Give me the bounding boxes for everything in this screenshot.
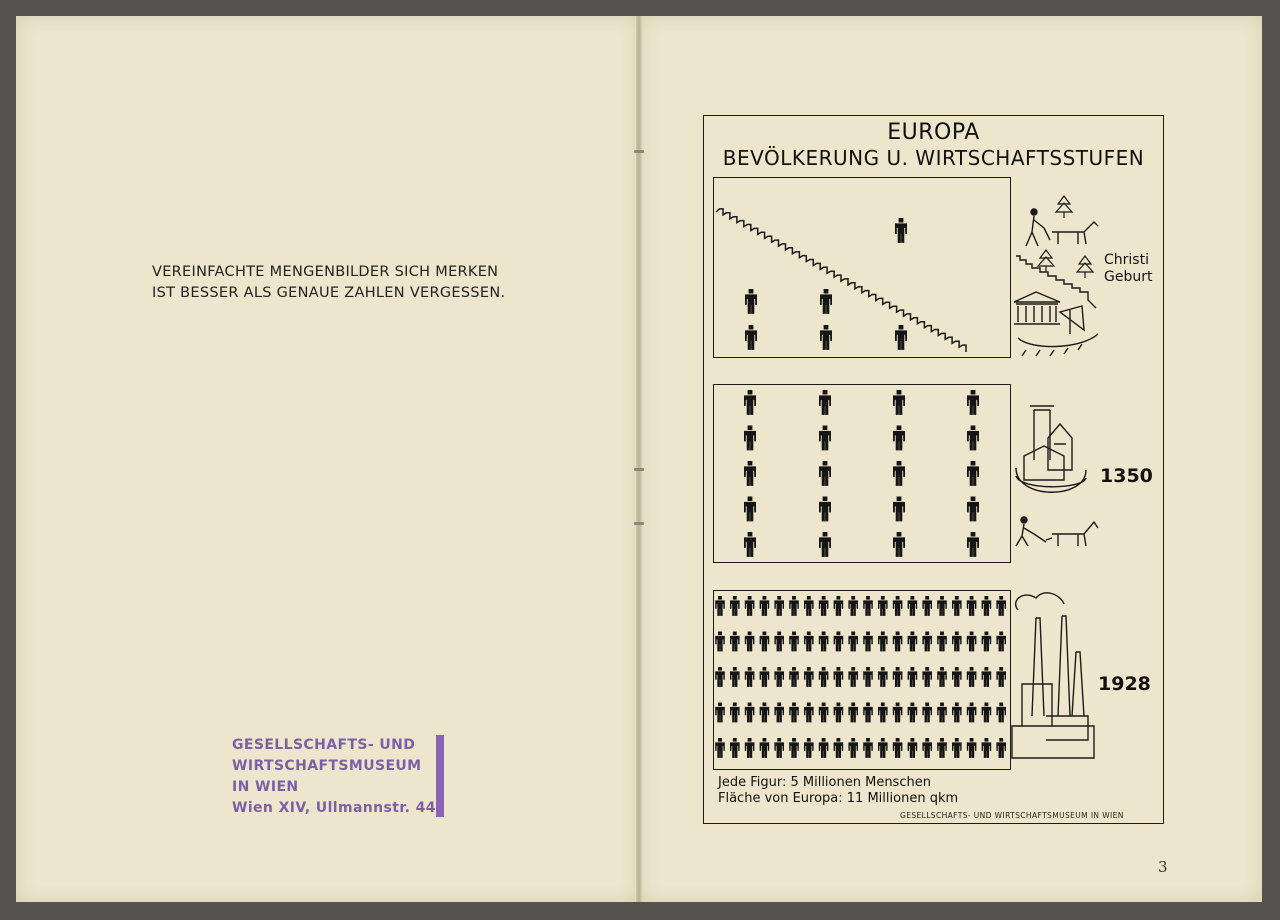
person-figure-row-2 bbox=[893, 426, 905, 451]
factory-icon bbox=[1012, 593, 1094, 758]
person-figure-row-3 bbox=[982, 667, 992, 687]
area-note: Fläche von Europa: 11 Millionen qkm bbox=[718, 791, 959, 806]
person-figure-row-2 bbox=[967, 497, 979, 522]
person-figure-row-3 bbox=[952, 703, 962, 723]
person-figure-row-3 bbox=[982, 703, 992, 723]
person-figure-row-3 bbox=[967, 596, 977, 616]
person-figure-row-3 bbox=[848, 667, 858, 687]
person-figure-row-3 bbox=[863, 703, 873, 723]
person-figure-row-3 bbox=[730, 738, 740, 758]
person-figure-row-3 bbox=[967, 632, 977, 652]
person-figure-row-3 bbox=[967, 703, 977, 723]
person-figure-row-3 bbox=[848, 738, 858, 758]
person-figure-row-3 bbox=[937, 703, 947, 723]
person-figure-row-2 bbox=[967, 390, 979, 415]
person-figure-row-3 bbox=[819, 738, 829, 758]
person-figure-row-3 bbox=[804, 632, 814, 652]
person-figure-row-3 bbox=[834, 632, 844, 652]
person-figure-row-3 bbox=[715, 738, 725, 758]
person-figure-row-3 bbox=[967, 667, 977, 687]
row-label: 1350 bbox=[1100, 465, 1153, 487]
stamp-line: WIRTSCHAFTSMUSEUM bbox=[232, 758, 422, 774]
person-figure-row-3 bbox=[952, 632, 962, 652]
person-figure-row-3 bbox=[863, 632, 873, 652]
person-figure-row-3 bbox=[893, 703, 903, 723]
person-figure-row-2 bbox=[893, 390, 905, 415]
person-figure-row-3 bbox=[893, 596, 903, 616]
person-figure-row-1 bbox=[895, 218, 907, 243]
person-figure-row-3 bbox=[834, 738, 844, 758]
person-figure-row-3 bbox=[774, 667, 784, 687]
person-figure-row-1 bbox=[895, 325, 907, 350]
castle-town-icon bbox=[1016, 406, 1086, 492]
person-figure-row-3 bbox=[804, 667, 814, 687]
page-number: 3 bbox=[1158, 858, 1168, 876]
person-figure-row-2 bbox=[967, 426, 979, 451]
person-figure-row-3 bbox=[789, 667, 799, 687]
person-figure-row-3 bbox=[952, 596, 962, 616]
person-figure-row-3 bbox=[908, 703, 918, 723]
person-figure-row-3 bbox=[982, 596, 992, 616]
person-figure-row-3 bbox=[996, 667, 1006, 687]
chart-subtitle: BEVÖLKERUNG U. WIRTSCHAFTSSTUFEN bbox=[722, 146, 1145, 170]
person-figure-row-3 bbox=[982, 738, 992, 758]
person-figure-row-3 bbox=[730, 667, 740, 687]
person-figure-row-3 bbox=[834, 703, 844, 723]
person-figure-row-3 bbox=[715, 667, 725, 687]
person-figure-row-1 bbox=[745, 325, 757, 350]
person-figure-row-3 bbox=[878, 738, 888, 758]
person-figure-row-2 bbox=[744, 426, 756, 451]
person-figure-row-3 bbox=[730, 632, 740, 652]
person-figure-row-1 bbox=[820, 289, 832, 314]
row-label: Christi Geburt bbox=[1104, 252, 1153, 285]
person-figure-row-3 bbox=[908, 632, 918, 652]
person-figure-row-3 bbox=[760, 632, 770, 652]
person-figure-row-3 bbox=[834, 596, 844, 616]
stamp-line: GESELLSCHAFTS- UND bbox=[232, 737, 416, 753]
person-figure-row-3 bbox=[745, 738, 755, 758]
person-figure-row-3 bbox=[774, 596, 784, 616]
person-figure-row-2 bbox=[744, 497, 756, 522]
person-figure-row-3 bbox=[922, 632, 932, 652]
stamp-line: IN WIEN bbox=[232, 779, 299, 795]
person-figure-row-3 bbox=[893, 667, 903, 687]
person-figure-row-3 bbox=[878, 667, 888, 687]
person-figure-row-3 bbox=[804, 703, 814, 723]
person-figure-row-3 bbox=[804, 738, 814, 758]
person-figure-row-3 bbox=[789, 738, 799, 758]
person-figure-row-3 bbox=[893, 632, 903, 652]
galley-ship-icon bbox=[1018, 306, 1098, 356]
person-figure-row-3 bbox=[878, 703, 888, 723]
person-figure-row-3 bbox=[878, 596, 888, 616]
person-figure-row-3 bbox=[982, 632, 992, 652]
person-figure-row-1 bbox=[820, 325, 832, 350]
person-figure-row-3 bbox=[878, 632, 888, 652]
person-figure-row-3 bbox=[922, 703, 932, 723]
person-figure-row-2 bbox=[819, 461, 831, 486]
person-figure-row-2 bbox=[819, 426, 831, 451]
person-figure-row-3 bbox=[996, 703, 1006, 723]
row-label: 1928 bbox=[1098, 673, 1151, 695]
person-figure-row-3 bbox=[804, 596, 814, 616]
motto-text: VEREINFACHTE MENGENBILDER SICH MERKEN IST BESSER ALS GENAUE ZAHLEN VERGESSEN. bbox=[152, 264, 506, 301]
person-figure-row-3 bbox=[745, 632, 755, 652]
person-figure-row-3 bbox=[834, 667, 844, 687]
person-figure-row-2 bbox=[819, 390, 831, 415]
plough-farmer-icon bbox=[1016, 517, 1098, 546]
person-figure-row-3 bbox=[937, 667, 947, 687]
person-figure-row-2 bbox=[744, 461, 756, 486]
person-figure-row-3 bbox=[819, 667, 829, 687]
person-figure-row-3 bbox=[715, 632, 725, 652]
person-figure-row-3 bbox=[848, 703, 858, 723]
chart-title: EUROPA bbox=[887, 120, 980, 145]
person-figure-row-3 bbox=[760, 738, 770, 758]
person-figure-row-3 bbox=[908, 667, 918, 687]
person-figure-row-3 bbox=[848, 596, 858, 616]
person-figure-row-3 bbox=[996, 596, 1006, 616]
person-figure-row-3 bbox=[745, 703, 755, 723]
person-figure-row-3 bbox=[819, 596, 829, 616]
person-figure-row-3 bbox=[863, 667, 873, 687]
person-figure-row-3 bbox=[819, 703, 829, 723]
plough-farmer-icon bbox=[1026, 209, 1098, 246]
person-figure-row-2 bbox=[893, 532, 905, 557]
chart-credit: GESELLSCHAFTS- UND WIRTSCHAFTSMUSEUM IN WIEN bbox=[900, 811, 1124, 820]
person-figure-row-2 bbox=[744, 390, 756, 415]
temple-icon bbox=[1014, 292, 1060, 324]
person-figure-row-2 bbox=[967, 532, 979, 557]
stamp-line: Wien XIV, Ullmannstr. 44 bbox=[232, 800, 436, 816]
person-figure-row-3 bbox=[730, 596, 740, 616]
person-figure-row-3 bbox=[908, 738, 918, 758]
person-figure-row-3 bbox=[922, 738, 932, 758]
person-figure-row-3 bbox=[952, 738, 962, 758]
unit-note: Jede Figur: 5 Millionen Menschen bbox=[718, 775, 931, 790]
person-figure-row-2 bbox=[819, 497, 831, 522]
person-figure-row-3 bbox=[848, 632, 858, 652]
person-figure-row-3 bbox=[789, 596, 799, 616]
person-figure-row-3 bbox=[774, 632, 784, 652]
person-figure-row-3 bbox=[908, 596, 918, 616]
person-figure-row-3 bbox=[774, 703, 784, 723]
person-figure-row-3 bbox=[760, 596, 770, 616]
person-figure-row-3 bbox=[922, 667, 932, 687]
person-figure-row-3 bbox=[745, 667, 755, 687]
person-figure-row-3 bbox=[789, 632, 799, 652]
person-figure-row-2 bbox=[819, 532, 831, 557]
person-figure-row-2 bbox=[893, 497, 905, 522]
person-figure-row-3 bbox=[789, 703, 799, 723]
person-figure-row-3 bbox=[996, 632, 1006, 652]
person-figure-row-2 bbox=[744, 532, 756, 557]
person-figure-row-3 bbox=[745, 596, 755, 616]
person-figure-row-3 bbox=[715, 703, 725, 723]
person-figure-row-3 bbox=[819, 632, 829, 652]
person-figure-row-3 bbox=[893, 738, 903, 758]
person-figure-row-3 bbox=[937, 596, 947, 616]
person-figure-row-3 bbox=[715, 596, 725, 616]
person-figure-row-3 bbox=[730, 703, 740, 723]
person-figure-row-3 bbox=[863, 596, 873, 616]
person-figure-row-3 bbox=[937, 738, 947, 758]
person-figure-row-3 bbox=[774, 738, 784, 758]
person-figure-row-2 bbox=[967, 461, 979, 486]
person-figure-row-3 bbox=[996, 738, 1006, 758]
person-figure-row-1 bbox=[745, 289, 757, 314]
person-figure-row-3 bbox=[952, 667, 962, 687]
person-figure-row-3 bbox=[937, 632, 947, 652]
person-figure-row-3 bbox=[922, 596, 932, 616]
person-figure-row-3 bbox=[760, 703, 770, 723]
person-figure-row-3 bbox=[967, 738, 977, 758]
person-figure-row-3 bbox=[760, 667, 770, 687]
person-figure-row-2 bbox=[893, 461, 905, 486]
person-figure-row-3 bbox=[863, 738, 873, 758]
